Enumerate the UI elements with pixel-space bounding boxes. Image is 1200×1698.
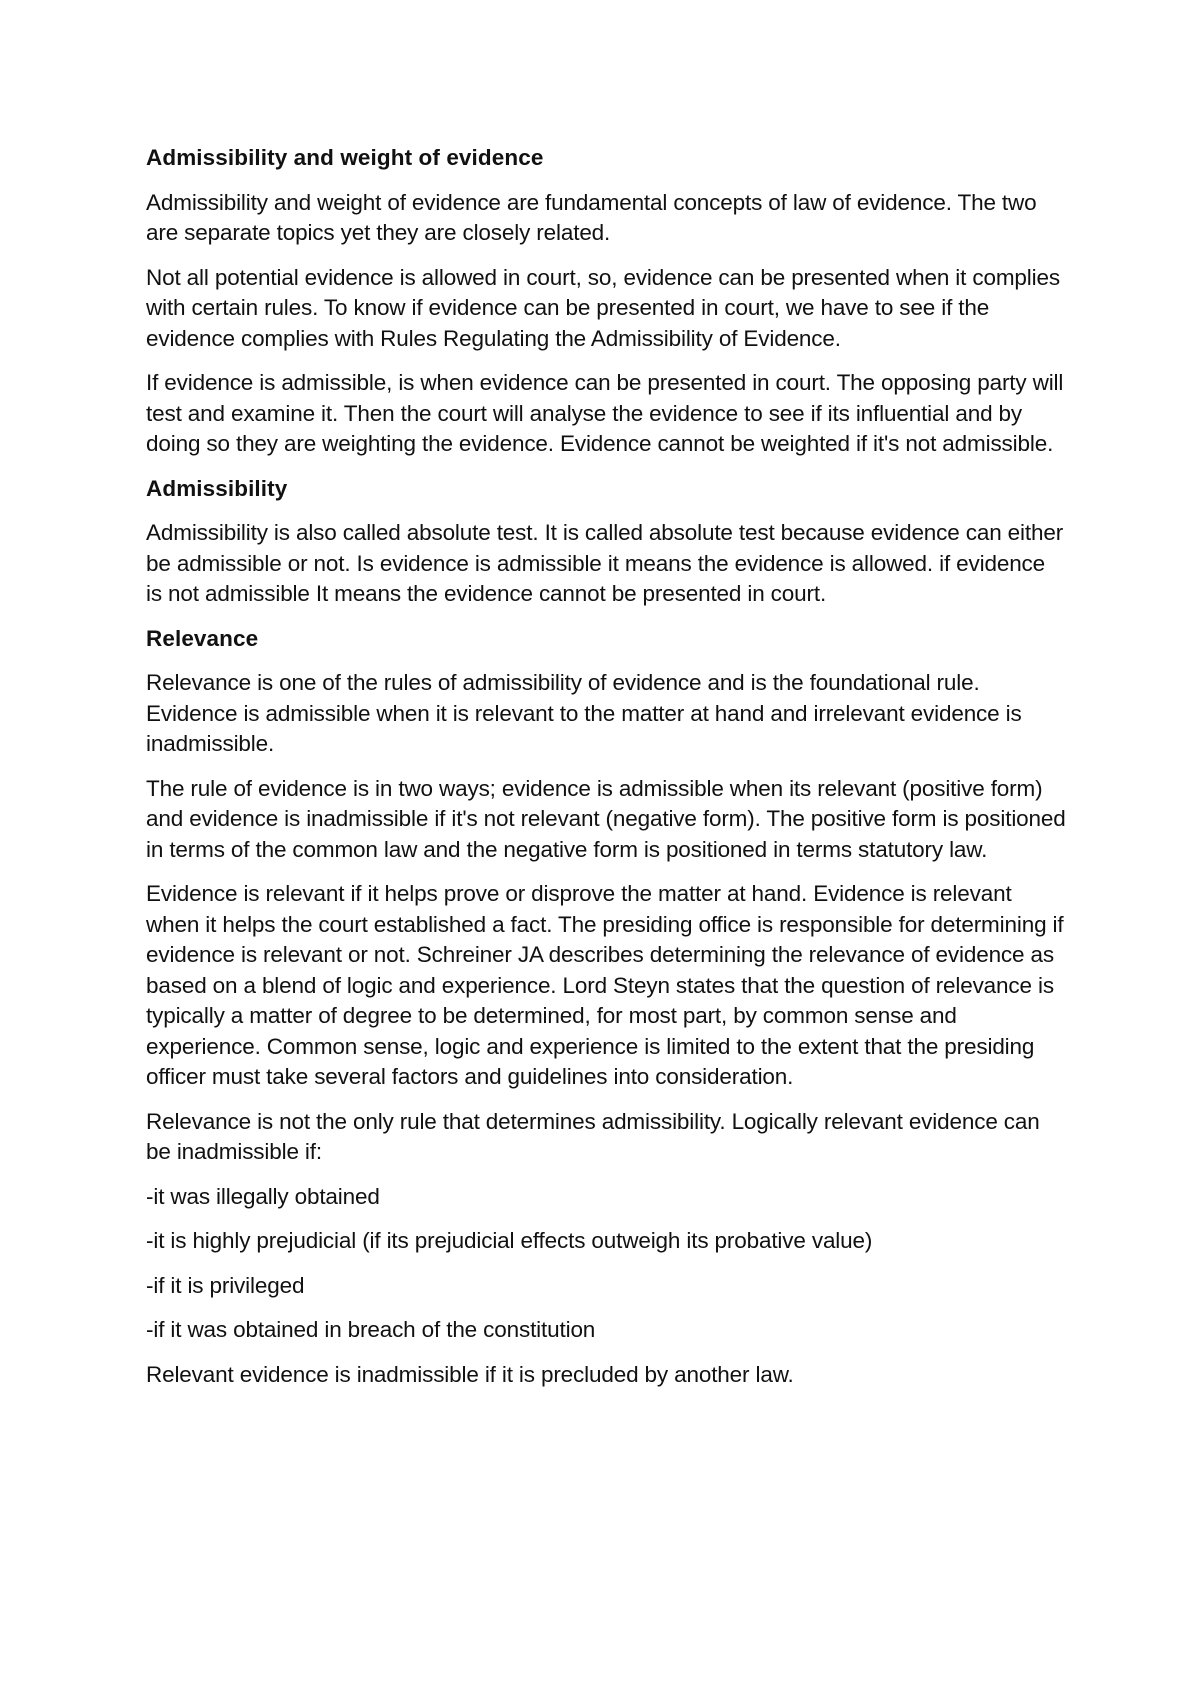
document-page [146, 143, 1066, 1404]
intro-paragraph-3: If evidence is admissible, is when evidence can be presented in court. The opposing party will test and examine it. Then the court will analyse the evidence to see if its influential and by doing so they are weighting the evidence. Evidence cannot be weighted if it's not admissible. [146, 370, 1064, 456]
intro-paragraph-2: Not all potential evidence is allowed in court, so, evidence can be presented when it complies with certain rules. To know if evidence can be presented in court, we have to see if the evidence complies with Rules Regulating the Admissibility of Evidence. [146, 264, 1060, 351]
list-item-privileged: -if it is privileged [146, 1272, 305, 1298]
main-heading: Admissibility and weight of evidence [146, 145, 544, 170]
relevance-heading: Relevance [146, 625, 259, 651]
list-item-highly-prejudicial: -it is highly prejudicial (if its prejudicial effects outweigh its probative value) [146, 1228, 873, 1253]
relevance-paragraph-3: Evidence is relevant if it helps prove or disprove the matter at hand. Evidence is relevant when it helps the court established a fact. The presiding office is responsible for determining if evidence is relevant or not. Schreiner JA describes determining the relevance of evidence as based on a blend of logic and experience. Lord Steyn states that the question of relevance is typically a matter of degree to be determined, for most part, by common sense and experience. Common sense, logic and experience is limited to the extent that the presiding officer must take several factors and guidelines into consideration. [146, 881, 1064, 1089]
list-item-breach-of-constitution: -if it was obtained in breach of the constitution [146, 1317, 596, 1342]
relevance-paragraph-1: Relevance is one of the rules of admissibility of evidence and is the foundational rule. Evidence is admissible when it is relevant to the matter at hand and irrelevant evidence is inadmissible. [146, 670, 1022, 756]
relevance-paragraph-4: Relevance is not the only rule that determines admissibility. Logically relevant evidence can be inadmissible if: [146, 1108, 1040, 1164]
relevance-paragraph-2: The rule of evidence is in two ways; evidence is admissible when its relevant (positive form) and evidence is inadmissible if it's not relevant (negative form). The positive form is positioned in terms of the common law and the negative form is positioned in terms statutory law. [146, 775, 1066, 862]
list-item-illegally-obtained: -it was illegally obtained [146, 1183, 380, 1209]
intro-paragraph-1: Admissibility and weight of evidence are fundamental concepts of law of evidence. The two are separate topics yet they are closely related. [146, 189, 1037, 245]
admissibility-heading: Admissibility [146, 475, 288, 501]
closing-paragraph: Relevant evidence is inadmissible if it is precluded by another law. [146, 1361, 794, 1387]
admissibility-paragraph: Admissibility is also called absolute test. It is called absolute test because evidence can either be admissible or not. Is evidence is admissible it means the evidence is allowed. if evidence is not admissible It means the evidence cannot be presented in court. [146, 520, 1064, 606]
